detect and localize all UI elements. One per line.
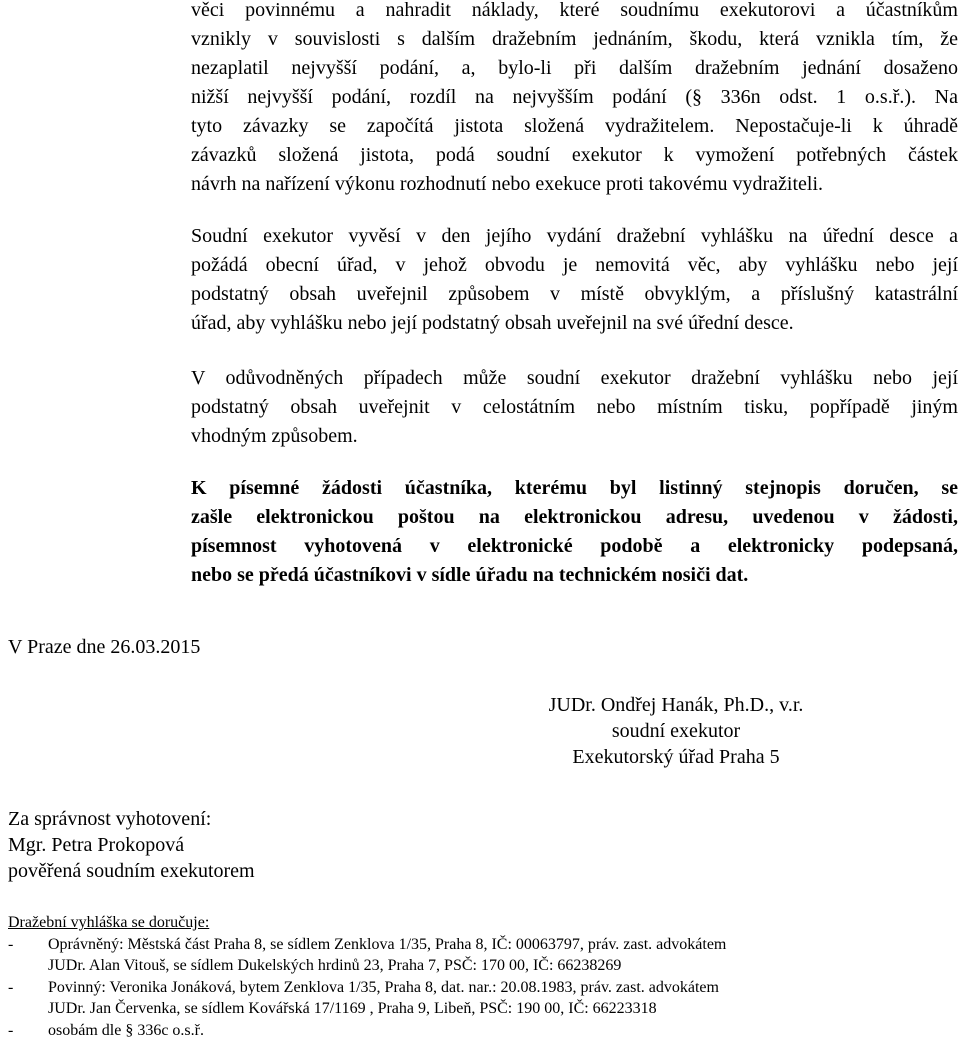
delivery-item-line: Oprávněný: Městská část Praha 8, se sídlem Zenklova 1/35, Praha 8, IČ: 00063797, práv. zast. advokátem <box>48 935 727 953</box>
list-dash: - <box>8 978 14 996</box>
delivery-item <box>8 1020 958 1042</box>
delivery-heading: Dražební vyhláška se doručuje: <box>8 914 210 931</box>
signatory-office: Exekutorský úřad Praha 5 <box>572 746 780 768</box>
text-line: písemnost vyhotovená v elektronické podobě a elektronicky podepsaná, <box>191 535 958 557</box>
text-line: tyto závazky se započítá jistota složená vydražitelem. Nepostačuje-li k úhradě <box>191 115 958 137</box>
text-line: vhodným způsobem. <box>191 425 358 447</box>
text-line: zašle elektronickou poštou na elektronickou adresu, uvedenou v žádosti, <box>191 506 958 528</box>
verification-label: Za správnost vyhotovení: <box>8 808 212 830</box>
delivery-list <box>8 912 958 1041</box>
verification-name: Mgr. Petra Prokopová <box>8 834 185 856</box>
text-line: nižší nejvyšší podání, rozdíl na nejvyšším podání (§ 336n odst. 1 o.s.ř.). Na <box>191 86 958 108</box>
delivery-item-line: osobám dle § 336c o.s.ř. <box>48 1021 204 1039</box>
signatory-name: JUDr. Ondřej Hanák, Ph.D., v.r. <box>548 694 804 716</box>
verification-role: pověřená soudním exekutorem <box>8 860 255 882</box>
text-line: úřad, aby vyhlášku nebo její podstatný obsah uveřejnil na své úřední desce. <box>191 312 794 334</box>
delivery-item-line: JUDr. Alan Vitouš, se sídlem Dukelských hrdinů 23, Praha 7, PSČ: 170 00, IČ: 66238269 <box>48 957 622 974</box>
text-line: požádá obecní úřad, v jehož obvodu je nemovitá věc, aby vyhlášku nebo její <box>191 254 958 276</box>
delivery-item-line: JUDr. Jan Červenka, se sídlem Kovářská 17/1169 , Praha 9, Libeň, PSČ: 190 00, IČ: 66223318 <box>48 1000 657 1017</box>
text-line: podstatný obsah uveřejnil způsobem v místě obvyklým, a příslušný katastrální <box>191 283 958 305</box>
verification-block <box>8 806 255 884</box>
text-line: návrh na nařízení výkonu rozhodnutí nebo exekuce proti takovému vydražiteli. <box>191 173 824 195</box>
text-line: nebo se předá účastníkovi v sídle úřadu na technickém nosiči dat. <box>191 564 749 586</box>
text-line: V odůvodněných případech může soudní exekutor dražební vyhlášku nebo její <box>191 367 958 389</box>
paragraph-notice-publication <box>191 222 958 338</box>
paragraph-bidder-obligations <box>191 0 958 199</box>
text-line: podstatný obsah uveřejnit v celostátním nebo místním tisku, popřípadě jiným <box>191 396 958 418</box>
place-date: V Praze dne 26.03.2015 <box>8 636 201 658</box>
signature-block <box>512 692 840 770</box>
text-line: K písemné žádosti účastníka, kterému byl listinný stejnopis doručen, se <box>191 477 958 499</box>
list-dash: - <box>8 1021 14 1039</box>
signatory-role: soudní exekutor <box>611 720 741 742</box>
text-line: věci povinnému a nahradit náklady, které soudnímu exekutorovi a účastníkům <box>191 0 958 21</box>
text-line: Soudní exekutor vyvěsí v den jejího vydání dražební vyhlášku na úřední desce a <box>191 225 958 247</box>
delivery-item <box>8 934 958 977</box>
text-line: závazků složená jistota, podá soudní exekutor k vymožení potřebných částek <box>191 144 958 166</box>
delivery-item-line: Povinný: Veronika Jonáková, bytem Zenklova 1/35, Praha 8, dat. nar.: 20.08.1983, práv. zast. advokátem <box>48 978 719 996</box>
text-line: nezaplatil nejvyšší podání, a, bylo-li při dalším dražebním jednání dosaženo <box>191 57 958 79</box>
text-line: vznikly v souvislosti s dalším dražebním jednáním, škodu, která vznikla tím, že <box>191 28 958 50</box>
paragraph-electronic-delivery <box>191 474 958 590</box>
paragraph-press-publication <box>191 364 958 451</box>
delivery-item <box>8 977 958 1020</box>
list-dash: - <box>8 935 14 953</box>
